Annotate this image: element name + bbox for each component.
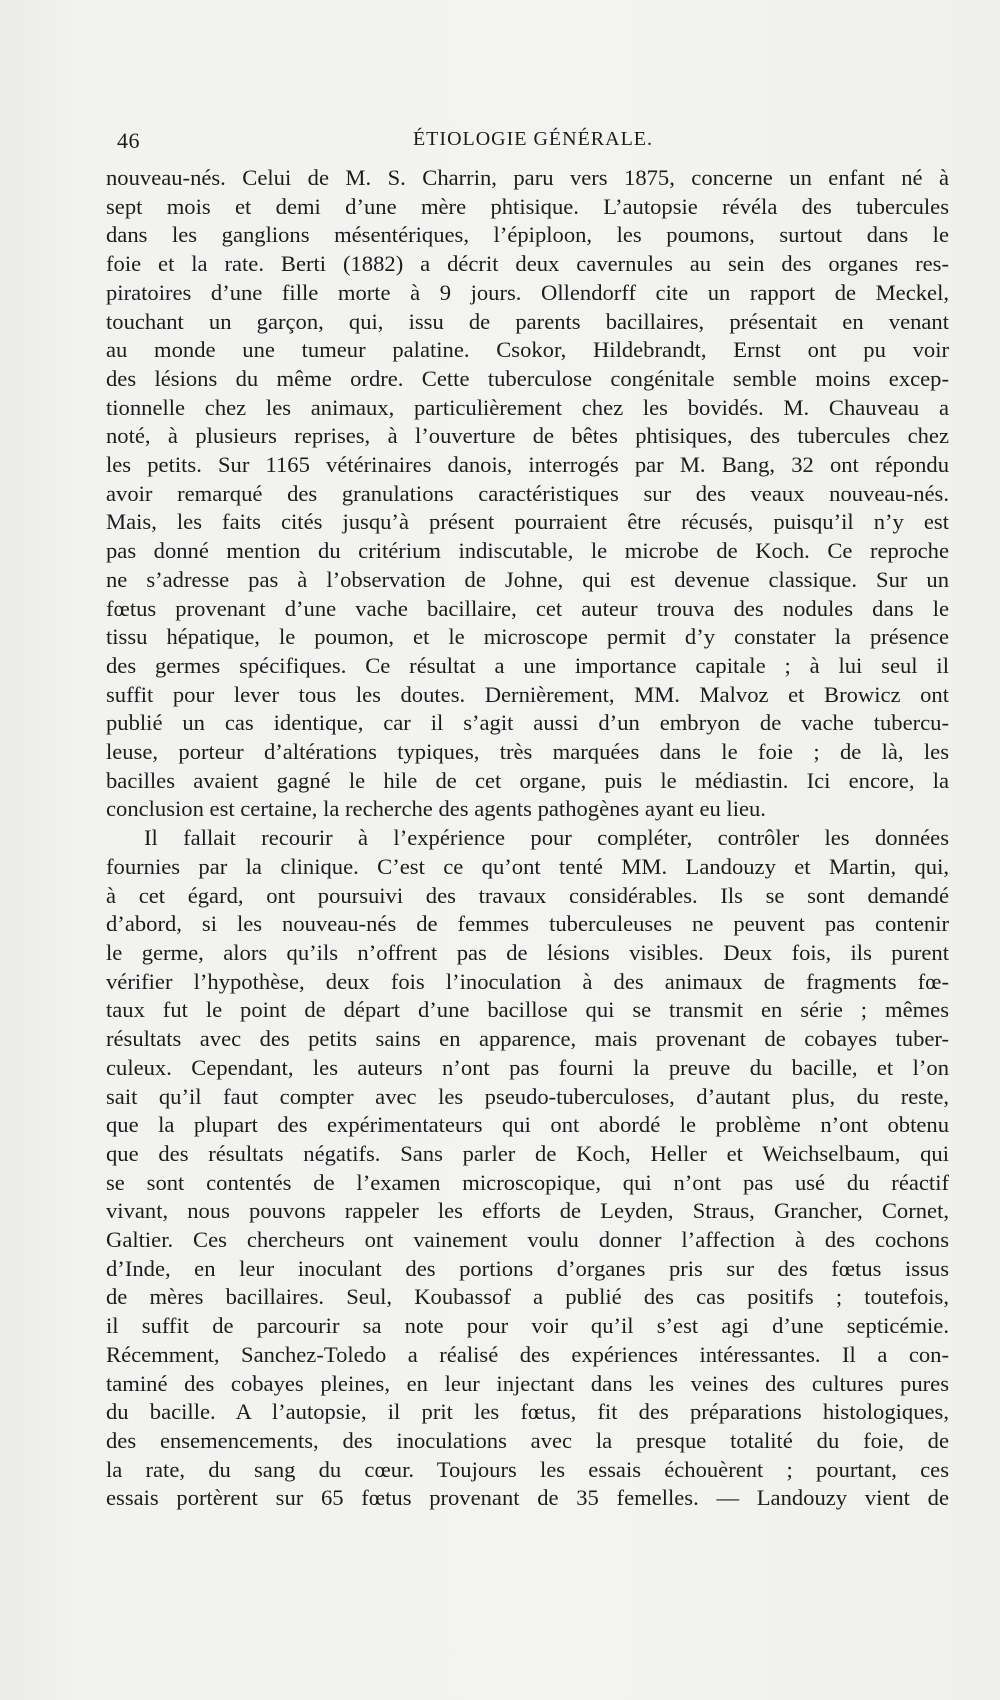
text-line: des ensemencements, des inoculations avec la presque totalité du foie, de — [106, 1427, 949, 1453]
text-line: publié un cas identique, car il s’agit aussi d’un embryon de vache tubercu- — [106, 710, 949, 736]
text-line: de mères bacillaires. Seul, Koubassof a publié des cas positifs ; toutefois, — [106, 1284, 949, 1310]
text-line: foie et la rate. Berti (1882) a décrit deux cavernules au sein des organes res- — [106, 251, 949, 277]
text-line: fœtus provenant d’une vache bacillaire, cet auteur trouva des nodules dans le — [106, 595, 949, 621]
text-line: dans les ganglions mésentériques, l’épiploon, les poumons, surtout dans le — [106, 222, 949, 248]
text-line: il suffit de parcourir sa note pour voir qu’il s’est agi d’une septicémie. — [106, 1313, 949, 1339]
text-line: sept mois et demi d’une mère phtisique. L’autopsie révéla des tubercules — [106, 193, 949, 219]
text-line: essais portèrent sur 65 fœtus provenant de 35 femelles. — Landouzy vient de — [106, 1485, 949, 1511]
paragraph — [106, 164, 949, 824]
text-line: Galtier. Ces chercheurs ont vainement voulu donner l’affection à des cochons — [106, 1227, 949, 1253]
text-line: des lésions du même ordre. Cette tuberculose congénitale semble moins excep- — [106, 365, 949, 391]
text-line: Il fallait recourir à l’expérience pour compléter, contrôler les données — [144, 825, 949, 851]
text-line: sait qu’il faut compter avec les pseudo-tuberculoses, d’autant plus, du reste, — [106, 1083, 949, 1109]
text-line: bacilles avaient gagné le hile de cet organe, puis le médiastin. Ici encore, la — [106, 767, 949, 793]
text-line: taminé des cobayes pleines, en leur injectant dans les veines des cultures pures — [106, 1370, 949, 1396]
text-line: résultats avec des petits sains en apparence, mais provenant de cobayes tuber- — [106, 1026, 949, 1052]
text-line: suffit pour lever tous les doutes. Dernièrement, MM. Malvoz et Browicz ont — [106, 681, 949, 707]
text-line: vivant, nous pouvons rappeler les efforts de Leyden, Straus, Grancher, Cornet, — [106, 1198, 949, 1224]
text-line: tissu hépatique, le poumon, et le microscope permit d’y constater la présence — [106, 624, 949, 650]
text-line: Récemment, Sanchez-Toledo a réalisé des expériences intéressantes. Il a con- — [106, 1341, 949, 1367]
text-line: des germes spécifiques. Ce résultat a une importance capitale ; à lui seul il — [106, 652, 949, 678]
text-line: piratoires d’une fille morte à 9 jours. Ollendorff cite un rapport de Meckel, — [106, 279, 949, 305]
text-line: au monde une tumeur palatine. Csokor, Hildebrandt, Ernst ont pu voir — [106, 337, 949, 363]
text-line: que la plupart des expérimentateurs qui ont abordé le problème n’ont obtenu — [106, 1112, 949, 1138]
text-line: taux fut le point de départ d’une bacillose qui se transmit en série ; mêmes — [106, 997, 949, 1023]
text-line: conclusion est certaine, la recherche des agents pathogènes ayant eu lieu. — [106, 796, 766, 822]
text-line: à cet égard, ont poursuivi des travaux considérables. Ils se sont demandé — [106, 882, 949, 908]
text-line: du bacille. A l’autopsie, il prit les fœtus, fit des préparations histologiques, — [106, 1399, 949, 1425]
running-title: ÉTIOLOGIE GÉNÉRALE. — [412, 128, 654, 150]
text-line: les petits. Sur 1165 vétérinaires danois, interrogés par M. Bang, 32 ont répondu — [106, 452, 949, 478]
text-line: touchant un garçon, qui, issu de parents bacillaires, présentait en venant — [106, 308, 949, 334]
text-line: fournies par la clinique. C’est ce qu’ont tenté MM. Landouzy et Martin, qui, — [106, 853, 949, 879]
text-line: d’abord, si les nouveau-nés de femmes tuberculeuses ne peuvent pas contenir — [106, 911, 949, 937]
paragraph — [106, 824, 949, 1513]
text-line: se sont contentés de l’examen microscopique, qui n’ont pas usé du réactif — [106, 1169, 949, 1195]
text-line: que des résultats négatifs. Sans parler de Koch, Heller et Weichselbaum, qui — [106, 1140, 949, 1166]
text-line: la rate, du sang du cœur. Toujours les essais échouèrent ; pourtant, ces — [106, 1456, 949, 1482]
text-line: noté, à plusieurs reprises, à l’ouverture de bêtes phtisiques, des tubercules chez — [106, 423, 949, 449]
text-line: leuse, porteur d’altérations typiques, très marquées dans le foie ; de là, les — [106, 739, 949, 765]
text-line: le germe, alors qu’ils n’offrent pas de lésions visibles. Deux fois, ils purent — [106, 939, 949, 965]
text-line: avoir remarqué des granulations caractéristiques sur des veaux nouveau-nés. — [106, 480, 949, 506]
page-header — [117, 128, 949, 158]
text-line: ne s’adresse pas à l’observation de Johne, qui est devenue classique. Sur un — [106, 566, 949, 592]
text-line: nouveau-nés. Celui de M. S. Charrin, paru vers 1875, concerne un enfant né à — [106, 165, 949, 190]
body-text — [106, 164, 949, 1513]
text-line: tionnelle chez les animaux, particulièrement chez les bovidés. M. Chauveau a — [106, 394, 949, 420]
text-line: vérifier l’hypothèse, deux fois l’inoculation à des animaux de fragments fœ- — [106, 968, 949, 994]
page-number: 46 — [117, 128, 140, 153]
text-line: d’Inde, en leur inoculant des portions d’organes pris sur des fœtus issus — [106, 1255, 949, 1281]
text-line: pas donné mention du critérium indiscutable, le microbe de Koch. Ce reproche — [106, 538, 949, 564]
text-line: culeux. Cependant, les auteurs n’ont pas fourni la preuve du bacille, et l’on — [106, 1054, 949, 1080]
text-line: Mais, les faits cités jusqu’à présent pourraient être récusés, puisqu’il n’y est — [106, 509, 949, 535]
